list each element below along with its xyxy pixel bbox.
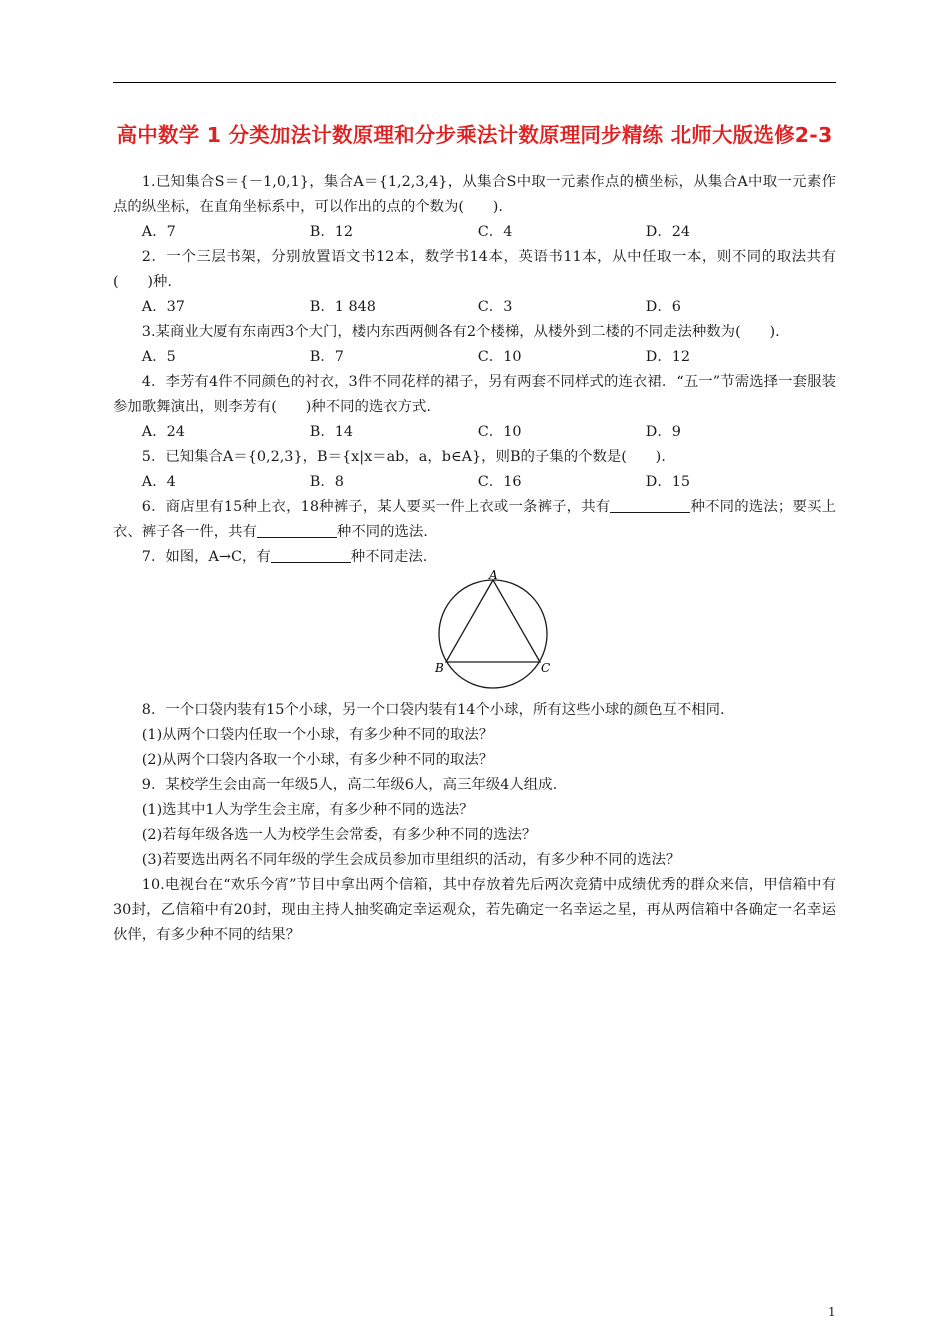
option: D．9: [645, 424, 681, 440]
question-6: [113, 495, 836, 545]
question-1: 1.已知集合S＝{－1,0,1}，集合A＝{1,2,3,4}，从集合S中取一元素作点的横坐标，从集合A中取一元素作点的纵坐标，在直角坐标系中，可以作出的点的个数为( ).: [113, 174, 836, 215]
option: B．7: [309, 349, 344, 365]
option: C．16: [477, 474, 522, 490]
question-2-options: [113, 295, 836, 320]
option: C．3: [477, 299, 513, 315]
page-number: 1: [828, 1305, 836, 1319]
question-2: 2．一个三层书架，分别放置语文书12本，数学书14本，英语书11本，从中任取一本，则不同的取法共有( )种.: [113, 249, 836, 290]
question-3: 3.某商业大厦有东南西3个大门，楼内东西两侧各有2个楼梯，从楼外到二楼的不同走法种数为( ).: [141, 324, 780, 340]
answer-blank: [257, 523, 337, 538]
question-8: 8．一个口袋内装有15个小球，另一个口袋内装有14个小球，所有这些小球的颜色互不相同.: [141, 702, 725, 718]
question-5-options: [113, 470, 836, 495]
option: B．8: [309, 474, 344, 490]
question-9-sub-1: (1)选其中1人为学生会主席，有多少种不同的选法？: [141, 802, 474, 818]
question-6-part1: 6．商店里有15种上衣，18种裤子，某人要买一件上衣或一条裤子，共有: [141, 499, 611, 515]
question-1-options: [113, 220, 836, 245]
point-b-label: B: [435, 661, 444, 675]
option: C．10: [477, 349, 522, 365]
question-7-part1: 7．如图，A→C，有: [141, 549, 271, 565]
answer-blank: [610, 498, 690, 513]
question-9-sub-2: (2)若每年级各选一人为校学生会常委，有多少种不同的选法？: [141, 827, 537, 843]
document-title: 高中数学 1 分类加法计数原理和分步乘法计数原理同步精练 北师大版选修2-3: [116, 123, 833, 147]
circle-shape: [439, 580, 547, 688]
question-10: 10.电视台在“欢乐今宵”节目中拿出两个信箱，其中存放着先后两次竞猜中成绩优秀的群众来信，甲信箱中有30封，乙信箱中有20封，现由主持人抽奖确定幸运观众，若先确定一名幸运之星，再从两信箱中各确定一名幸运伙伴，有多少种不同的结果？: [113, 877, 836, 943]
option: C．4: [477, 224, 513, 240]
circle-triangle-figure: [113, 570, 836, 698]
option: A．37: [141, 299, 185, 315]
question-8-sub-2: (2)从两个口袋内各取一个小球，有多少种不同的取法？: [141, 752, 494, 768]
option: D．24: [645, 224, 691, 240]
question-8-sub-1: (1)从两个口袋内任取一个小球，有多少种不同的取法？: [141, 727, 494, 743]
option: B．14: [309, 424, 354, 440]
option: D．6: [645, 299, 681, 315]
option: B．1 848: [309, 299, 376, 315]
question-3-options: [113, 345, 836, 370]
question-4-options: [113, 420, 836, 445]
question-9: 9．某校学生会由高一年级5人，高二年级6人，高三年级4人组成.: [141, 777, 558, 793]
option: A．24: [141, 424, 185, 440]
question-9-sub-3: (3)若要选出两名不同年级的学生会成员参加市里组织的活动，有多少种不同的选法？: [141, 852, 681, 868]
document-body: [113, 170, 836, 948]
question-5: 5．已知集合A＝{0,2,3}，B＝{x|x＝ab，a，b∈A}，则B的子集的个数是( ).: [141, 449, 666, 465]
question-6-part2: 种不同的选法；要买上衣、裤子各一件，共有: [113, 499, 836, 540]
option: B．12: [309, 224, 354, 240]
triangle-shape: [446, 580, 540, 662]
header-rule: [113, 82, 836, 83]
question-7: [113, 545, 836, 570]
option: A．5: [141, 349, 176, 365]
question-7-part2: 种不同走法.: [350, 549, 428, 565]
point-a-label: A: [489, 570, 498, 582]
option: D．15: [645, 474, 691, 490]
question-6-part3: 种不同的选法.: [336, 524, 428, 540]
triangle-in-circle-diagram: [433, 570, 563, 690]
question-4: 4．李芳有4件不同颜色的衬衣，3件不同花样的裙子，另有两套不同样式的连衣裙．“五一”节需选择一套服装参加歌舞演出，则李芳有( )种不同的选衣方式.: [113, 374, 836, 415]
answer-blank: [271, 548, 351, 563]
option: A．4: [141, 474, 176, 490]
option: C．10: [477, 424, 522, 440]
option: D．12: [645, 349, 691, 365]
point-c-label: C: [541, 661, 551, 675]
option: A．7: [141, 224, 176, 240]
